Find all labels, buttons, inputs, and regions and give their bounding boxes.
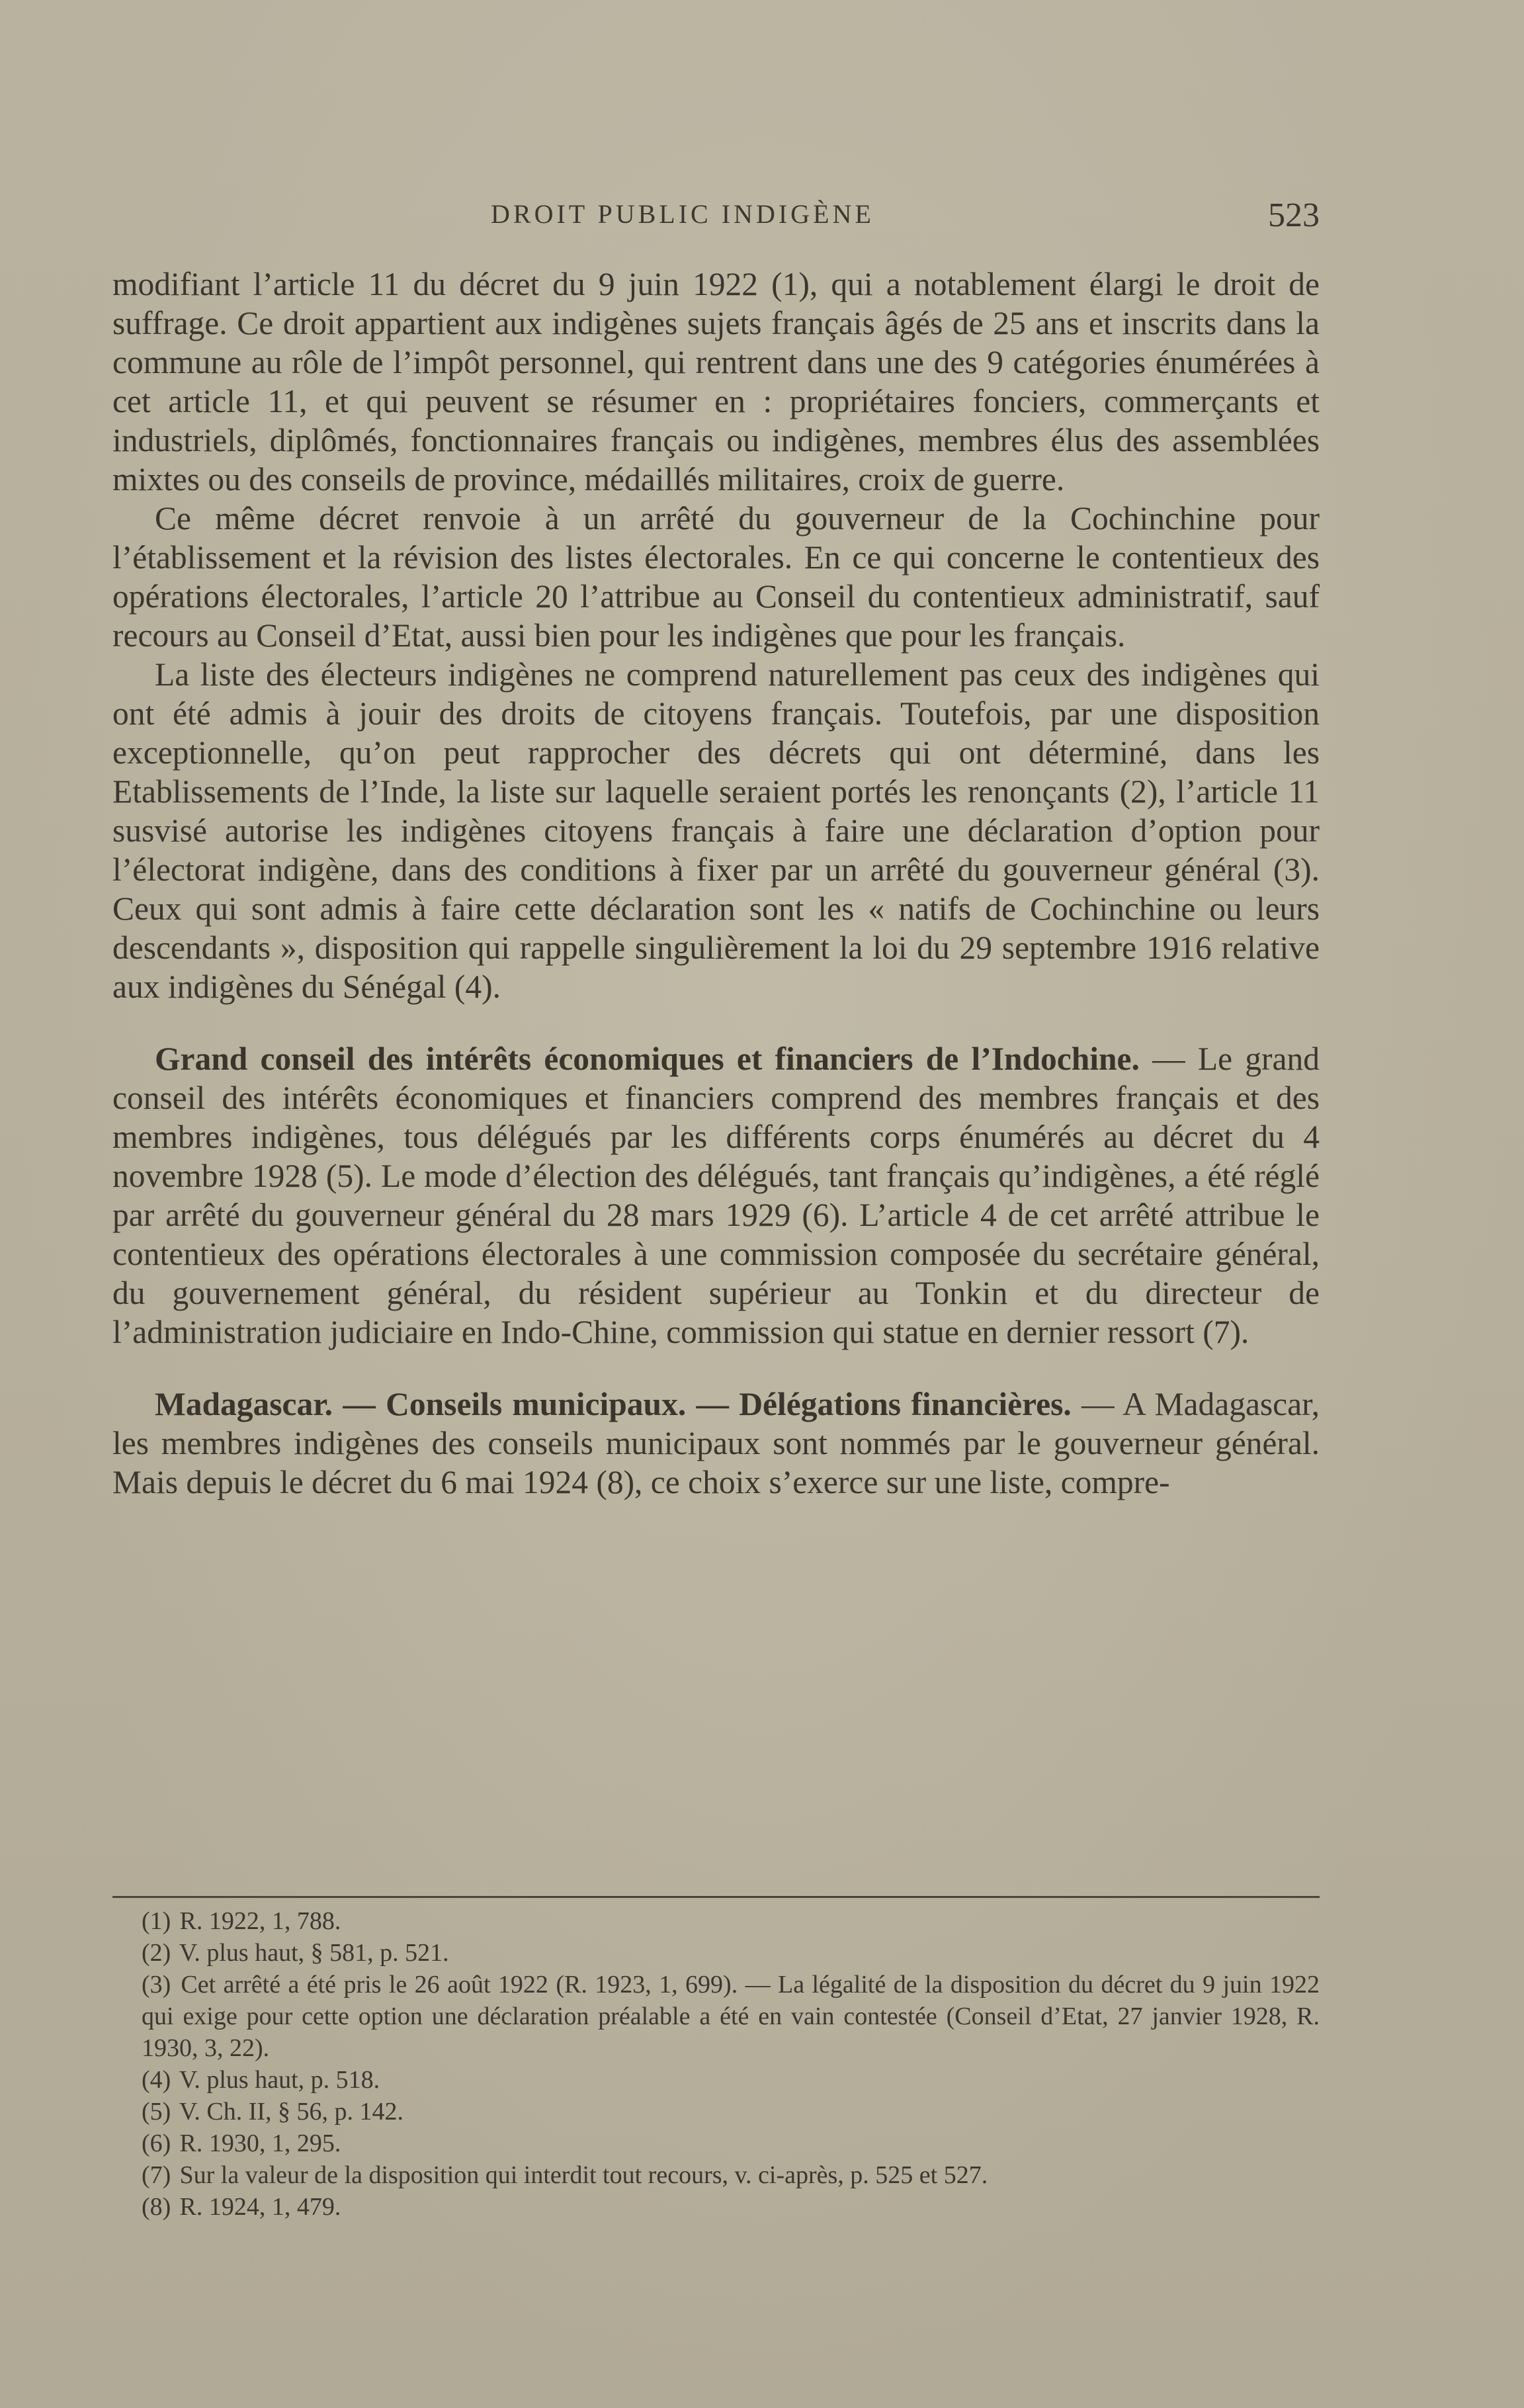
footnote-number: (5) <box>142 2098 171 2126</box>
footnote <box>112 2159 1320 2191</box>
paragraph-listes-electorales: Ce même décret renvoie à un arrêté du gouverneur de la Cochinchine pour l’établissement et la révision des listes électorales. En ce qui concerne le contentieux des opérations électorales, l’article 20 l’attribue au Conseil du contentieux administratif, sauf recours au Conseil d’Etat, aussi bien pour les indigènes que pour les français. <box>112 500 1320 654</box>
footnote <box>112 1937 1320 1969</box>
footnote-text: V. plus haut, § 581, p. 521. <box>179 1939 449 1967</box>
paragraph-suffrage: modifiant l’article 11 du décret du 9 juin 1922 (1), qui a notablement élargi le droit de suffrage. Ce droit appartient aux indigènes sujets français âgés de 25 ans et inscrits dans la commune au rôle de l’impôt personnel, qui rentrent dans une des 9 catégories énumérées à cet article 11, et qui peuvent se résumer en : propriétaires fonciers, commerçants et industriels, diplômés, fonctionnaires français ou indigènes, membres élus des assemblées mixtes ou des conseils de province, médaillés militaires, croix de guerre. <box>112 266 1320 497</box>
footnote <box>112 1969 1320 2064</box>
footnote-number: (1) <box>142 1907 171 1935</box>
footnote-rule <box>112 1896 1320 1898</box>
footnote <box>112 1905 1320 1937</box>
footnote-number: (6) <box>142 2129 171 2157</box>
section-madagascar <box>112 1385 1320 1502</box>
footnote-number: (2) <box>142 1939 171 1967</box>
section-heading-grand-conseil: Grand conseil des intérêts économiques et financiers de l’Indochine. <box>155 1041 1140 1077</box>
section-grand-conseil <box>112 1039 1320 1352</box>
paragraph-liste-electeurs: La liste des électeurs indigènes ne comprend naturellement pas ceux des indigènes qui ont été admis à jouir des droits de citoyens français. Toutefois, par une disposition exceptionnelle, qu’on peut rapprocher des décrets qui ont déterminé, dans les Etablissements de l’Inde, la liste sur laquelle seraient portés les renonçants (2), l’article 11 susvisé autorise les indigènes citoyens français à faire une déclaration d’option pour l’électorat indigène, dans des conditions à fixer par un arrêté du gouverneur général (3). Ceux qui sont admis à faire cette déclaration sont les « natifs de Cochinchine ou leurs descendants », disposition qui rappelle singulièrement la loi du 29 septembre 1916 relative aux indigènes du Sénégal (4). <box>112 656 1320 1005</box>
footnote <box>112 2191 1320 2223</box>
running-title: DROIT PUBLIC INDIGÈNE <box>491 199 874 229</box>
section-text-grand-conseil: — Le grand conseil des intérêts économiques et financiers comprend des membres français et des membres indigènes, tous délégués par les différents corps énumérés au décret du 4 novembre 1928 (5). Le mode d’élection des délégués, tant français qu’indigènes, a été réglé par arrêté du gouverneur général du 28 mars 1929 (6). L’article 4 de cet arrêté attribue le contentieux des opérations électorales à une commission composée du secrétaire général, du gouvernement général, du résident supérieur au Tonkin et du directeur de l’administration judiciaire en Indo-Chine, commission qui statue en dernier ressort (7). <box>112 1041 1320 1350</box>
footnote-text: R. 1924, 1, 479. <box>179 2193 341 2221</box>
footnote <box>112 2128 1320 2159</box>
footnote-number: (3) <box>142 1971 171 1999</box>
footnote-text: Sur la valeur de la disposition qui interdit tout recours, v. ci-après, p. 525 et 527. <box>179 2161 988 2189</box>
footnote-number: (8) <box>142 2193 171 2221</box>
footnote-text: V. Ch. II, § 56, p. 142. <box>179 2098 404 2126</box>
footnote-text: R. 1930, 1, 295. <box>179 2129 341 2157</box>
main-text <box>112 265 1320 1502</box>
running-head <box>112 198 1320 238</box>
footnote-number: (7) <box>142 2161 171 2189</box>
footnote-number: (4) <box>142 2066 171 2094</box>
footnote <box>112 2064 1320 2096</box>
section-text-madagascar: — A Madagascar, les membres indigènes des conseils municipaux sont nommés par le gouverneur général. Mais depuis le décret du 6 mai 1924 (8), ce choix s’exerce sur une liste, compre- <box>112 1386 1320 1500</box>
section-heading-madagascar: Madagascar. — Conseils municipaux. — Délégations financières. <box>155 1386 1072 1422</box>
footnote-text: V. plus haut, p. 518. <box>179 2066 380 2094</box>
footnote <box>112 2096 1320 2128</box>
page-number: 523 <box>1268 196 1320 234</box>
footnotes <box>112 1905 1320 2223</box>
footnote-text: R. 1922, 1, 788. <box>179 1907 341 1935</box>
footnote-text: Cet arrêté a été pris le 26 août 1922 (R. 1923, 1, 699). — La légalité de la disposition du décret du 9 juin 1922 qui exige pour cette option une déclaration préalable a été en vain contestée (Conseil d’Etat, 27 janvier 1928, R. 1930, 3, 22). <box>142 1971 1320 2062</box>
